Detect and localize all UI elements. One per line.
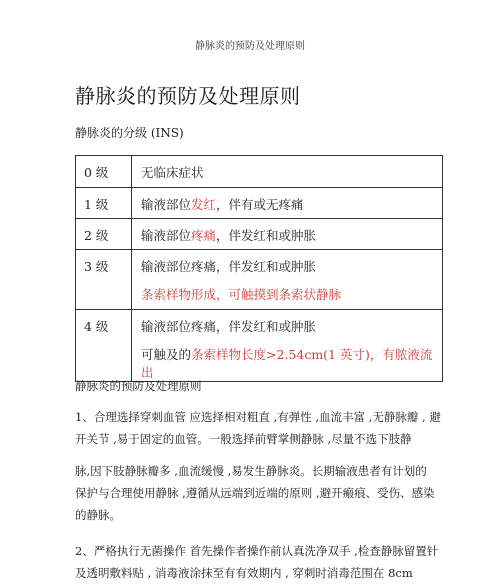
paragraph <box>75 460 435 526</box>
desc-highlight: 条索样物长度>2.54cm(1 英寸)，有脓液流出 <box>141 347 433 380</box>
grade-description: 无临床症状 <box>132 156 443 188</box>
desc-text: 输液部位疼痛，伴发红和或肿胀 <box>141 259 317 274</box>
paragraph <box>75 540 439 584</box>
desc-text: 可触及的 <box>141 347 192 362</box>
paragraph-line: 2、严格执行无菌操作 首先操作者操作前认真洗净双手 ,检查静脉留置针 <box>75 544 439 558</box>
grade-level: 0 级 <box>76 156 132 188</box>
desc-text: 输液部位疼痛，伴发红和或肿胀 <box>141 319 317 334</box>
table-row <box>76 156 443 188</box>
paragraph-line: 保护与合理使用静脉 ,遵循从远端到近端的原则 ,避开瘢痕、受伤、感染 <box>75 486 435 500</box>
paragraph-line: 开关节 ,易于固定的血管。一般选择前臂掌侧静脉 ,尽量不选下肢静 <box>75 432 412 446</box>
section-title: 静脉炎的预防及处理原则 <box>75 379 202 393</box>
table-row <box>76 250 443 310</box>
paragraph-line: 的静脉。 <box>75 508 121 522</box>
grading-subheading: 静脉炎的分级 (INS) <box>75 126 184 140</box>
table-row <box>76 219 443 250</box>
grade-level: 2 级 <box>76 219 132 250</box>
desc-highlight: 疼痛 <box>191 228 217 243</box>
paragraph <box>75 406 441 450</box>
grade-level: 4 级 <box>76 310 132 382</box>
grade-description <box>132 188 443 219</box>
grade-level: 3 级 <box>76 250 132 310</box>
grade-description <box>132 310 443 382</box>
grade-description <box>132 250 443 310</box>
desc-text: 输液部位 <box>141 197 192 212</box>
desc-text: ，伴发红和或肿胀 <box>216 228 317 243</box>
phlebitis-grade-table <box>75 155 443 382</box>
running-header: 静脉炎的预防及处理原则 <box>195 41 305 52</box>
paragraph-line: 脉,因下肢静脉瓣多 ,血流缓慢 ,易发生静脉炎。长期输液患者有计划的 <box>75 464 427 478</box>
desc-text: 输液部位 <box>141 228 192 243</box>
grade-description <box>132 219 443 250</box>
desc-highlight: 条索样物形成，可触摸到条索状静脉 <box>141 287 342 302</box>
paragraph-line: 及透明敷料贴 , 消毒液涂抹至有有效期内 , 穿刺时消毒范围在 8cm <box>75 566 413 580</box>
table-row <box>76 188 443 219</box>
table-row <box>76 310 443 382</box>
grade-level: 1 级 <box>76 188 132 219</box>
document-title: 静脉炎的预防及处理原则 <box>75 84 301 108</box>
desc-highlight: 发红 <box>191 197 217 212</box>
paragraph-line: 1、合理选择穿刺血管 应选择相对粗直 ,有弹性 ,血流丰富 ,无静脉瓣 , 避 <box>75 410 441 424</box>
desc-text: ，伴有或无疼痛 <box>216 197 304 212</box>
